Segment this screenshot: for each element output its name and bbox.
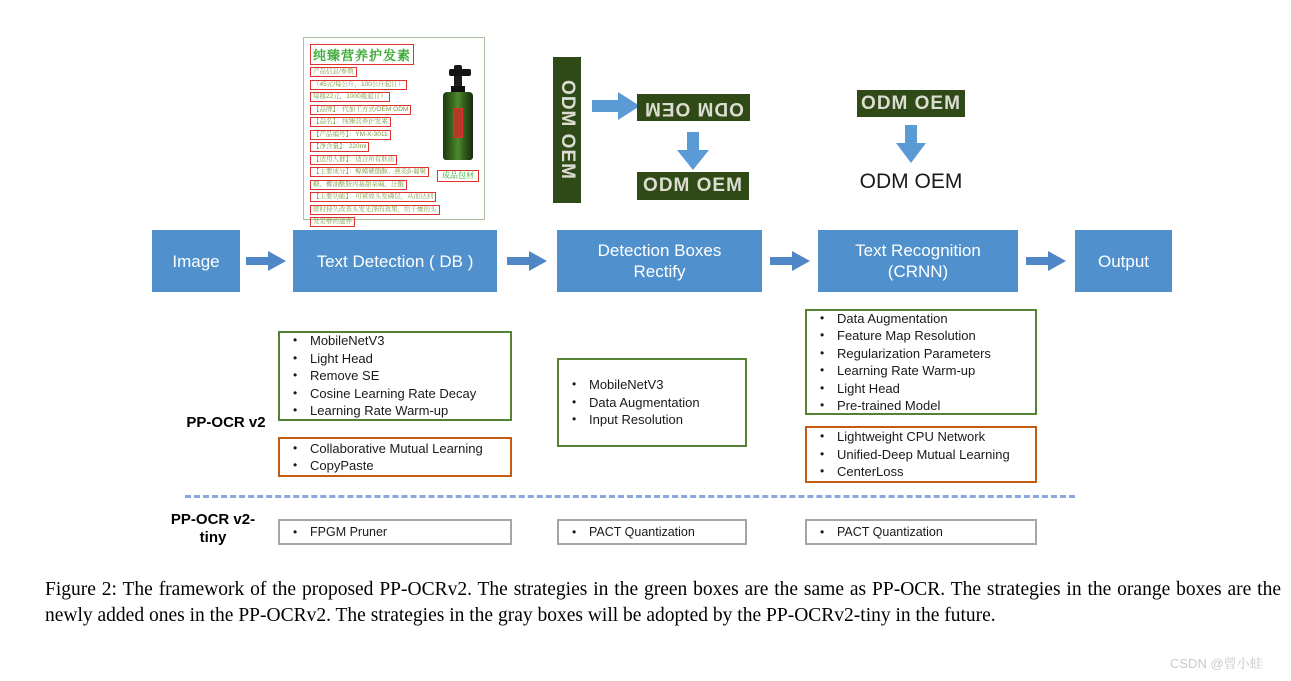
odm-rectified-text: ODM OEM [643, 175, 743, 196]
recognition-orange-strategy-box [805, 426, 1037, 483]
csdn-watermark: CSDN @曾小蛙 [1170, 656, 1263, 671]
figure-caption: Figure 2: The framework of the proposed PP-OCRv2. The strategies in the green boxes are the same as PP-OCR. The strategies in the orange boxes are the newly added ones in the PP-OCRv2. The strategies in the gray boxes will be adopted by the PP-OCRv2-tiny in the future. [45, 579, 1281, 626]
pipeline-node-text-recognition [818, 230, 1018, 292]
detected-text-line: 每瓶22元，1000瓶起订） [310, 92, 390, 102]
arrow-right-icon [592, 89, 640, 123]
bottle-label [453, 108, 463, 138]
strategy-item: • Learning Rate Warm-up [807, 362, 1035, 380]
strategy-item: • FPGM Pruner [280, 521, 510, 543]
finished-material-detection-box: 成品包材 [437, 170, 479, 182]
strategy-item: • MobileNetV3 [559, 376, 745, 394]
strategy-item: • Pre-trained Model [807, 397, 1035, 415]
recognition-green-strategy-box [805, 309, 1037, 415]
tiny-rectify-gray-box [557, 519, 747, 545]
row-label-line: PP-OCR v2- [170, 511, 256, 528]
detected-text-line: 产品信息/参数 [310, 67, 357, 77]
odm-sample-vertical [553, 57, 581, 203]
odm-sample-rectified [637, 172, 749, 200]
rectify-green-strategy-box [557, 358, 747, 447]
node-label: Image [172, 251, 220, 271]
detection-green-strategy-box [278, 331, 512, 421]
bottle-pump-icon [449, 69, 471, 76]
detected-text-line: 【产品编号】：YM-X-3011 [310, 130, 391, 140]
strategy-item: • PACT Quantization [807, 521, 1035, 543]
strategy-item: • Regularization Parameters [807, 345, 1035, 363]
row-label-pp-ocr-v2: PP-OCR v2 [186, 414, 266, 431]
odm-flipped-text: ODM OEM [643, 97, 744, 119]
strategy-item: • Unified-Deep Mutual Learning [807, 446, 1035, 464]
strategy-list [807, 310, 1035, 415]
arrow-right-icon [246, 249, 286, 273]
odm-recognized-text: ODM OEM [859, 170, 963, 193]
detected-text-line: 即时持久改善头发光泽的效果，给干燥的头 [310, 205, 440, 215]
bottle-pump-icon [454, 76, 462, 86]
node-label: Text Detection ( DB ) [316, 251, 474, 271]
detected-text-line: 【品牌】：代加工方式/OEM ODM [310, 105, 411, 115]
strategy-list [559, 521, 745, 543]
odm-sample-flipped [637, 94, 750, 121]
arrow-right-icon [770, 249, 810, 273]
strategy-list [807, 521, 1035, 543]
strategy-item: • Remove SE [280, 367, 510, 385]
detected-text-line: 【品名】：纯臻营养护发素 [310, 117, 391, 127]
strategy-item: • Collaborative Mutual Learning [280, 440, 510, 458]
strategy-item: • Light Head [280, 350, 510, 368]
odm-sample-cropped [857, 90, 965, 117]
bottle-body [443, 92, 473, 160]
strategy-item: • MobileNetV3 [280, 332, 510, 350]
strategy-item: • PACT Quantization [559, 521, 745, 543]
strategy-item: • Input Resolution [559, 411, 745, 429]
detected-text-line: 糖、椰油酰胺丙基甜菜碱、泛醌 [310, 180, 407, 190]
strategy-list [280, 440, 510, 475]
detected-text-line: 【适用人群】：适合所有肤质 [310, 155, 397, 165]
node-label: Output [1097, 251, 1150, 271]
pipeline-node-detection-boxes-rectify [557, 230, 762, 292]
product-title-detection-box: 纯臻营养护发素 [310, 44, 414, 65]
strategy-item: • CopyPaste [280, 457, 510, 475]
strategy-item: • Lightweight CPU Network [807, 428, 1035, 446]
row-label-pp-ocr-v2-tiny [158, 511, 268, 547]
tiny-section-separator [185, 495, 1075, 498]
arrow-right-icon [507, 249, 547, 273]
strategy-item: • CenterLoss [807, 463, 1035, 481]
detected-text-line: 【主要功能】：可紧致头发磷层，从而达到 [310, 192, 436, 202]
detection-orange-strategy-box [278, 437, 512, 477]
strategy-item: • Learning Rate Warm-up [280, 402, 510, 420]
strategy-list [559, 376, 745, 429]
strategy-list [280, 521, 510, 543]
strategy-list [280, 332, 510, 420]
detected-text-line: 发足够的滋养 [310, 217, 355, 227]
detected-text-line: （45元/每公斤，100公斤起订） [310, 80, 407, 90]
node-label: Text Recognition [855, 241, 981, 260]
tiny-recognition-gray-box [805, 519, 1037, 545]
node-label: (CRNN) [887, 262, 949, 281]
pipeline-node-output [1075, 230, 1172, 292]
odm-cropped-text: ODM OEM [861, 92, 961, 114]
arrow-down-icon [676, 132, 710, 170]
odm-vertical-text: ODM OEM [557, 80, 579, 180]
strategy-list [807, 428, 1035, 481]
detected-text-line: 【净含量】：220ml [310, 142, 369, 152]
arrow-right-icon [1026, 249, 1066, 273]
strategy-item: • Feature Map Resolution [807, 327, 1035, 345]
node-label: Rectify [633, 262, 686, 281]
strategy-item: • Data Augmentation [559, 394, 745, 412]
strategy-item: • Cosine Learning Rate Decay [280, 385, 510, 403]
shampoo-bottle-image [441, 65, 475, 165]
arrow-down-icon [895, 125, 927, 163]
strategy-item: • Light Head [807, 380, 1035, 398]
pipeline-node-text-detection [293, 230, 497, 292]
row-label-line: tiny [199, 529, 227, 546]
detected-text-line: 【主要成分】：鲸蜡硬脂醇、燕麦β-葡聚 [310, 167, 429, 177]
pipeline-node-image [152, 230, 240, 292]
strategy-item: • Data Augmentation [807, 310, 1035, 328]
tiny-detection-gray-box [278, 519, 512, 545]
node-label: Detection Boxes [597, 241, 722, 260]
